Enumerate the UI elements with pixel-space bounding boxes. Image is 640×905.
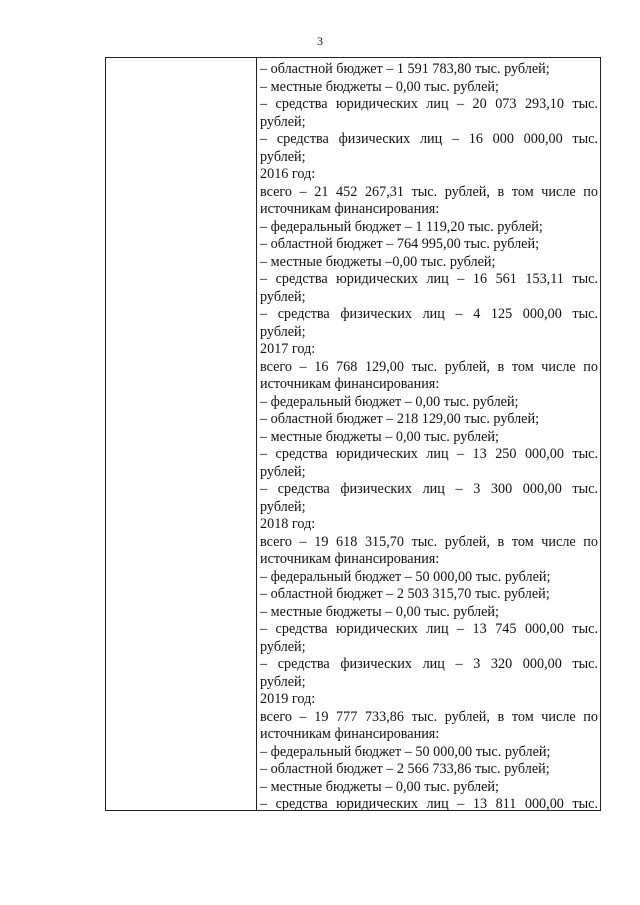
text-line: – средства физических лиц – 3 300 000,00 тыс. [260,481,598,497]
text-line: – средства физических лиц – 16 000 000,00 тыс. [260,131,598,147]
text-line: – областной бюджет – 1 591 783,80 тыс. рублей; [260,61,550,77]
funding-table [105,57,601,811]
text-line: 2016 год: [260,166,316,182]
text-line: – средства юридических лиц – 16 561 153,11 тыс. [260,271,598,287]
text-line: – областной бюджет – 2 566 733,86 тыс. рублей; [260,761,550,777]
text-line: – местные бюджеты – 0,00 тыс. рублей; [260,428,499,445]
text-line: – средства физических лиц – 3 320 000,00 тыс. [260,656,598,672]
text-line: – средства физических лиц – 4 125 000,00 тыс. [260,306,598,322]
text-line: – средства юридических лиц – 20 073 293,10 тыс. [260,96,598,112]
text-line: – местные бюджеты – 0,00 тыс. рублей; [260,603,499,620]
text-line: – средства юридических лиц – 13 811 000,00 тыс. [260,796,598,810]
text-line: – областной бюджет – 2 503 315,70 тыс. рублей; [260,586,550,602]
text-line: 2019 год: [260,691,316,707]
text-line: – местные бюджеты – 0,00 тыс. рублей; [260,778,499,795]
text-line: 2018 год: [260,516,316,532]
text-line: – областной бюджет – 218 129,00 тыс. рублей; [260,411,540,427]
text-line: всего – 19 618 315,70 тыс. рублей, в том числе по [260,533,598,550]
text-line: источникам финансирования: [260,726,440,742]
text-line: всего – 16 768 129,00 тыс. рублей, в том числе по [260,358,598,375]
text-line: рублей; [260,673,306,690]
text-line: рублей; [260,288,306,305]
text-line: – федеральный бюджет – 50 000,00 тыс. рублей; [260,743,551,760]
table-right-cell [257,58,600,810]
text-line: рублей; [260,148,306,165]
text-line: рублей; [260,498,306,515]
text-line: – федеральный бюджет – 0,00 тыс. рублей; [260,393,519,410]
text-line: рублей; [260,638,306,655]
text-line: – федеральный бюджет – 50 000,00 тыс. рублей; [260,568,551,585]
table-left-cell [106,58,257,810]
text-line: – средства юридических лиц – 13 745 000,00 тыс. [260,621,598,637]
text-line: – местные бюджеты –0,00 тыс. рублей; [260,253,496,270]
text-line: – областной бюджет – 764 995,00 тыс. рублей; [260,236,540,252]
text-line: источникам финансирования: [260,551,440,567]
text-line: 2017 год: [260,341,316,357]
text-line: – средства юридических лиц – 13 250 000,00 тыс. [260,446,598,462]
text-line: – местные бюджеты – 0,00 тыс. рублей; [260,78,499,95]
page-number: 3 [317,34,323,48]
text-line: рублей; [260,113,306,130]
text-line: всего – 21 452 267,31 тыс. рублей, в том числе по [260,183,598,200]
text-line: источникам финансирования: [260,376,440,392]
text-line: источникам финансирования: [260,201,440,217]
text-line: – федеральный бюджет – 1 119,20 тыс. рублей; [260,218,543,235]
text-line: всего – 19 777 733,86 тыс. рублей, в том числе по [260,708,598,725]
text-line: рублей; [260,323,306,340]
text-line: рублей; [260,463,306,480]
